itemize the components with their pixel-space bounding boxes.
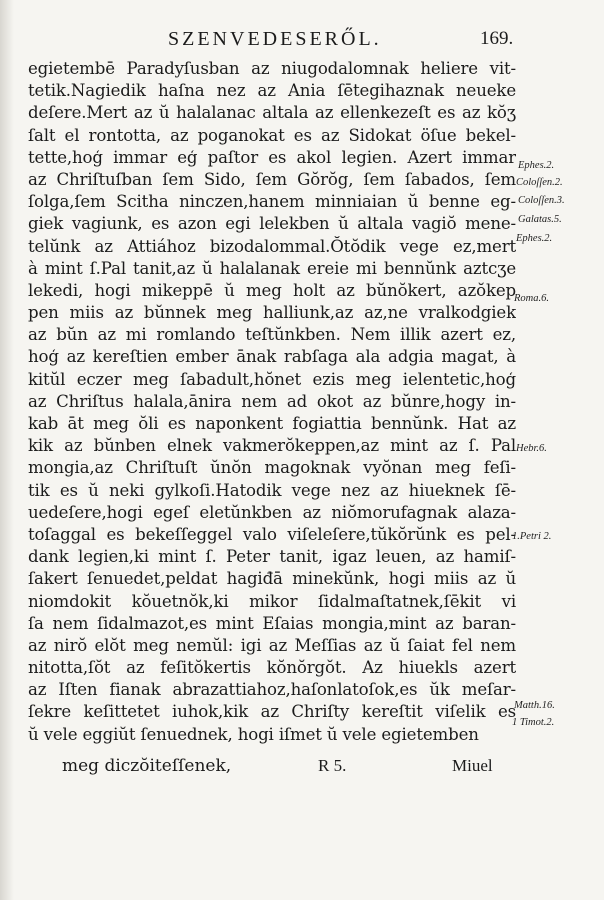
last-line-text: meg diczŏiteſſenek, <box>62 756 232 776</box>
text-line: tik es ŭ neki gylkoſi.Hatodik vege nez az hiueknek ſē- <box>28 480 516 500</box>
margin-reference: Ephes.2. <box>518 160 555 171</box>
margin-reference: Coloſſen.3. <box>518 195 565 206</box>
text-line: ŭ vele eggiŭt ſenuednek, hogi iſmet ŭ vele egietemben <box>28 724 479 744</box>
text-line: az Chriſtuſban ſem Sido, ſem Gŏrŏg, ſem ſabados, ſem <box>28 169 516 189</box>
catchword: Miuel <box>452 756 493 775</box>
text-line: az bŭn az mi romlando teſtŭnkben. Nem illik azert ez, <box>28 325 516 345</box>
text-line: niomdokit kŏuetnŏk,ki mikor ſidalmaſtatnek,ſēkit vi <box>28 591 516 611</box>
text-line: à mint ſ.Pal tanit,az ŭ halalanak ereie mi bennŭnk aztcʒe <box>28 258 516 278</box>
margin-reference: Hebr.6. <box>516 443 547 454</box>
text-line: az Iſten fianak abrazattiahoz,haſonlatoſok,es ŭk meſar- <box>28 680 516 700</box>
signature-mark: R 5. <box>318 756 347 775</box>
text-line: ſa nem ſidalmazot,es mint Eſaias mongia,mint az baran- <box>28 613 516 633</box>
text-line: pen miis az bŭnnek meg halliunk,az az,ne vralkodgiek <box>28 303 516 323</box>
text-line: lekedi, hogi mikeppē ŭ meg holt az bŭnŏkert, azŏkep <box>28 280 516 300</box>
text-line: tetik.Nagiedik haſna nez az Ania ſētegihaznak neueke <box>28 81 516 101</box>
text-line: deſere.Mert az ŭ halalanac altala az ellenkezeſt es az kŏʒ <box>28 103 516 123</box>
text-line: hoģ az kereſtien ember ānak rabſaga ala adgia magat, à <box>28 347 516 367</box>
margin-reference: 1.Petri 2. <box>512 531 552 542</box>
text-line: ſolga,ſem Scitha ninczen,hanem minniaian ŭ benne eg- <box>28 192 516 212</box>
text-line: uedeſere,hogi egeſ eletŭnkben az niŏmorufagnak alaza- <box>28 502 516 522</box>
text-line: dank legien,ki mint ſ. Peter tanit, igaz leuen, az hamiſ- <box>28 547 516 567</box>
text-line: kik az bŭnben elnek vakmerŏkeppen,az mint az ſ. Pal <box>28 436 516 456</box>
text-line: ſalt el rontotta, az poganokat es az Sidokat öſue bekel- <box>28 125 516 145</box>
text-line: kab āt meg ŏli es naponkent fogiattia bennŭnk. Hat az <box>28 414 516 433</box>
text-line: egietembē Paradyſusban az niugodalomnak heliere vit- <box>28 59 516 78</box>
body-text <box>28 58 516 746</box>
margin-reference: Coloſſen.2. <box>516 177 563 188</box>
margin-reference: 1 Timot.2. <box>512 717 555 728</box>
text-line: mongia,az Chriſtuſt ŭnŏn magoknak vyŏnan meg feſi- <box>28 458 516 478</box>
text-line: ſakert ſenuedet,peldat hagiđā minekŭnk, hogi miis az ŭ <box>28 569 516 589</box>
margin-reference: Ephes.2. <box>516 233 553 244</box>
text-line: tette,hoģ immar eģ paſtor es akol legien. Azert immar <box>28 147 516 167</box>
margin-reference: Roma.6. <box>514 293 549 304</box>
text-line: giek vagiunk, es azon egi lelekben ŭ altala vagiŏ mene- <box>28 214 516 234</box>
margin-reference: Matth.16. <box>514 700 555 711</box>
margin-reference: Galatas.5. <box>518 214 562 225</box>
page-footer <box>0 756 604 782</box>
text-line: az nirŏ elŏt meg nemŭl: igi az Meſſias az ŭ ſaiat fel nem <box>28 635 516 655</box>
text-line: az Chriſtus halala,ānira nem ad okot az bŭnre,hogy in- <box>28 391 516 411</box>
text-line: ſekre keſittetet iuhok,kik az Chriſty kereſtit viſelik es <box>28 702 516 722</box>
page-number: 169. <box>480 28 514 49</box>
text-line: kitŭl eczer meg ſabadult,hŏnet ezis meg ielentetic,hoģ <box>28 369 516 389</box>
text-line: toſaggal es bekeſſeggel valo viſeleſere,tŭkŏrŭnk es pel- <box>28 524 516 544</box>
text-line: nitotta,ſŏt az feſitŏkertis kŏnŏrgŏt. Az hiuekls azert <box>28 658 516 678</box>
text-line: telŭnk az Attiához bizodalommal.Ŏtŏdik vege ez,mert <box>28 236 516 256</box>
running-head: SZENVEDESERŐL. <box>168 28 382 50</box>
